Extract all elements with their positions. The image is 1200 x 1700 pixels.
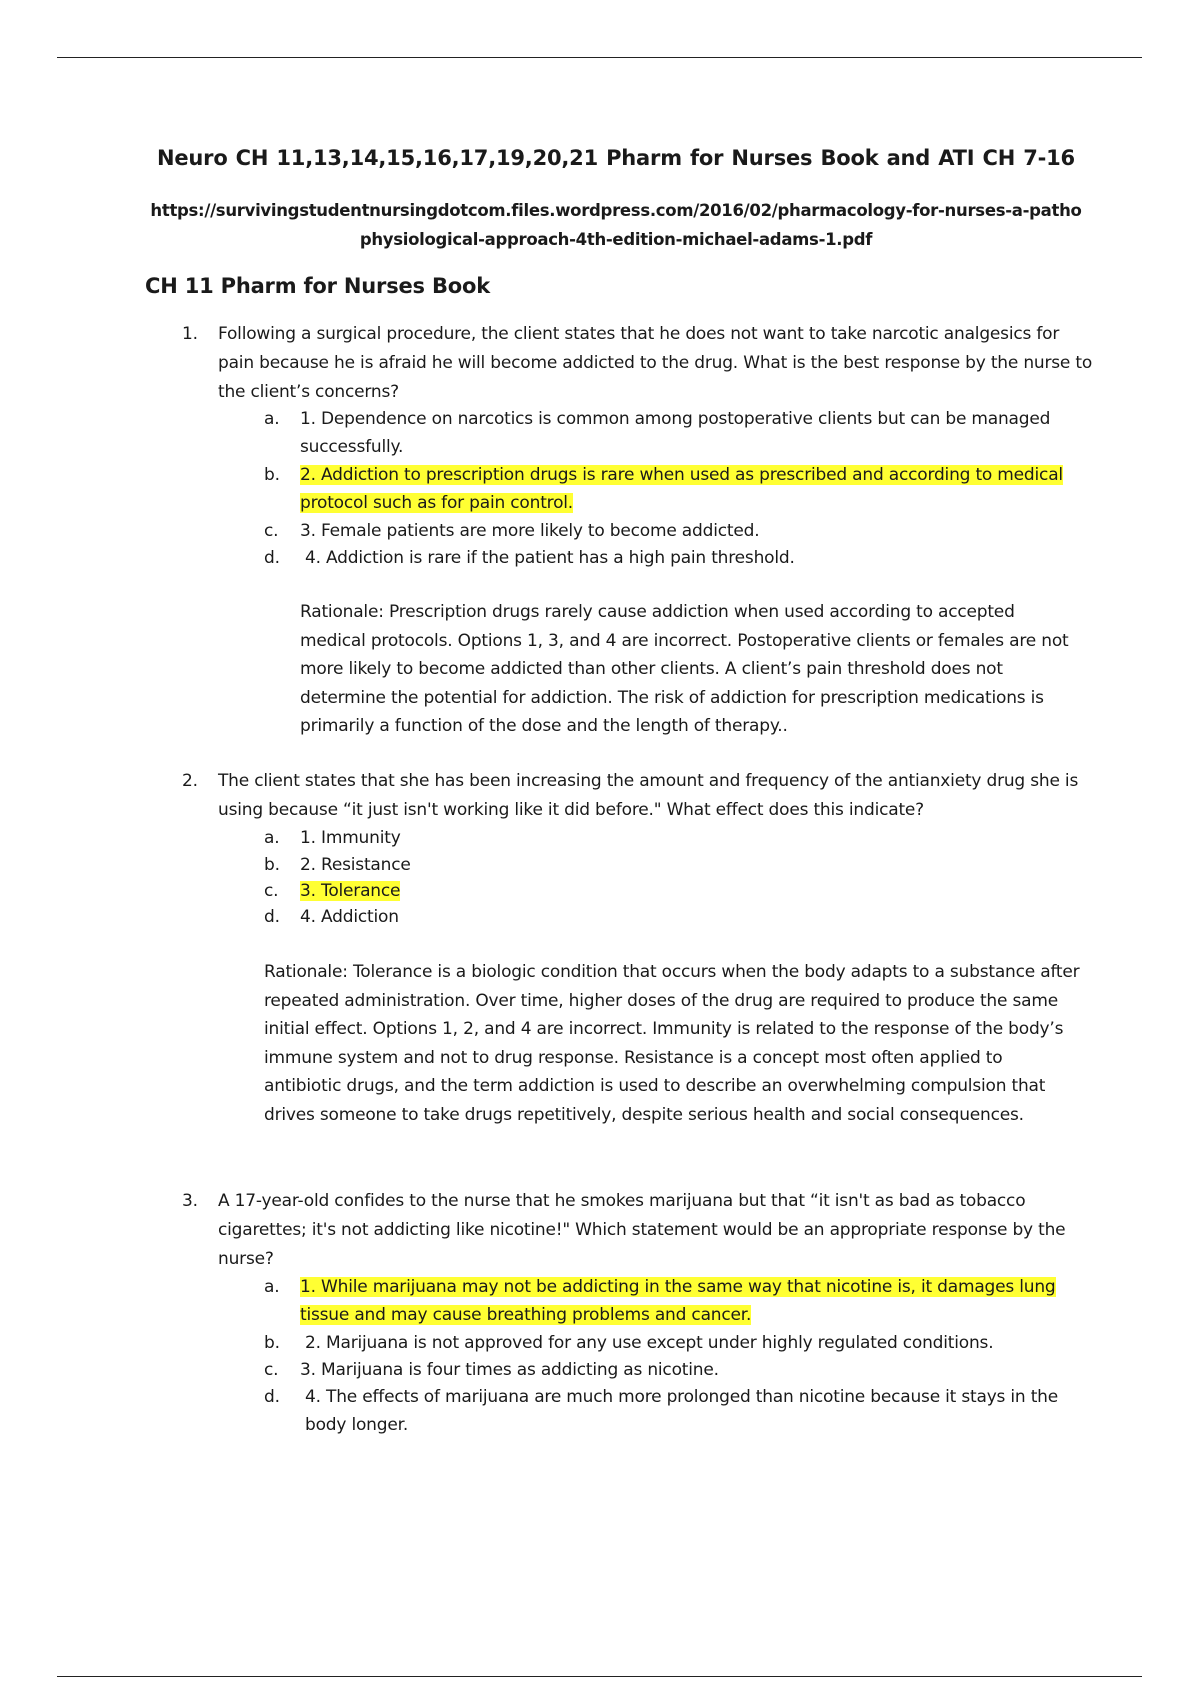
question-number: 3. [182,1191,198,1211]
option-text: 1. Dependence on narcotics is common among postoperative clients but can be managed successfully. [300,409,1051,457]
document-title: Neuro CH 11,13,14,15,16,17,19,20,21 Pharm for Nurses Book and ATI CH 7-16 [157,146,1075,170]
option-text: 3. Female patients are more likely to become addicted. [300,521,760,541]
option-letter: a. [264,1277,280,1297]
highlighted-answer: 2. Addiction to prescription drugs is rare when used as prescribed and according to medical protocol such as for pain control. [300,465,1063,513]
question-number: 1. [182,324,198,344]
option-letter: a. [264,409,280,429]
option-letter: c. [264,521,279,541]
source-url: https://survivingstudentnursingdotcom.files.wordpress.com/2016/02/pharmacology-for-nurses-a-pathophysiological-approach-4th-edition-michael-adams-1.pdf [150,201,1082,249]
option-letter: b. [264,855,280,875]
question-text: The client states that she has been increasing the amount and frequency of the antianxiety drug she is using because “it just isn't working like it did before." What effect does this indicate? [218,771,1079,820]
rationale-text: Rationale: Tolerance is a biologic condition that occurs when the body adapts to a substance after repeated administration. Over time, higher doses of the drug are required to produce the same initial effect. Options 1, 2, and 4 are incorrect. Immunity is related to the response of the body’s immune system and not to drug response. Resistance is a concept most often applied to antibiotic drugs, and the term addiction is used to describe an overwhelming compulsion that drives someone to take drugs repetitively, despite serious health and social consequences. [264,962,1080,1125]
option-text-wrapper [300,877,1080,905]
option-text: 2. Marijuana is not approved for any use except under highly regulated conditions. [305,1333,994,1353]
option-letter: b. [264,465,280,485]
option-text: 3. Marijuana is four times as addicting as nicotine. [300,1360,719,1380]
option-letter: d. [264,907,280,927]
option-text: 4. Addiction is rare if the patient has a high pain threshold. [305,548,795,568]
option-letter: d. [264,548,280,568]
question-text: A 17-year-old confides to the nurse that he smokes marijuana but that “it isn't as bad as tobacco cigarettes; it's not addicting like nicotine!" Which statement would be an appropriate response by the nurse? [218,1191,1066,1269]
option-text-wrapper [300,461,1080,517]
footer-rule [57,1676,1142,1677]
option-letter: c. [264,1360,279,1380]
option-text: 4. The effects of marijuana are much more prolonged than nicotine because it stays in the body longer. [305,1387,1059,1435]
option-letter: b. [264,1333,280,1353]
option-letter: a. [264,828,280,848]
option-letter: c. [264,881,279,901]
option-text: 4. Addiction [300,907,399,927]
highlighted-answer: 1. While marijuana may not be addicting in the same way that nicotine is, it damages lung tissue and may cause breathing problems and cancer. [300,1277,1056,1325]
question-text: Following a surgical procedure, the client states that he does not want to take narcotic analgesics for pain because he is afraid he will become addicted to the drug. What is the best response by the nurse to the client’s concerns? [218,324,1093,402]
header-rule [57,57,1142,58]
option-text: 1. Immunity [300,828,401,848]
highlighted-answer: 3. Tolerance [300,881,401,901]
option-text: 2. Resistance [300,855,411,875]
rationale-text: Rationale: Prescription drugs rarely cause addiction when used according to accepted medical protocols. Options 1, 3, and 4 are incorrect. Postoperative clients or females are not more likely to become addicted than other clients. A client’s pain threshold does not determine the potential for addiction. The risk of addiction for prescription medications is primarily a function of the dose and the length of therapy.. [300,602,1069,736]
option-letter: d. [264,1387,280,1407]
question-number: 2. [182,771,198,791]
option-text-wrapper [300,1273,1080,1329]
section-heading: CH 11 Pharm for Nurses Book [145,274,490,298]
